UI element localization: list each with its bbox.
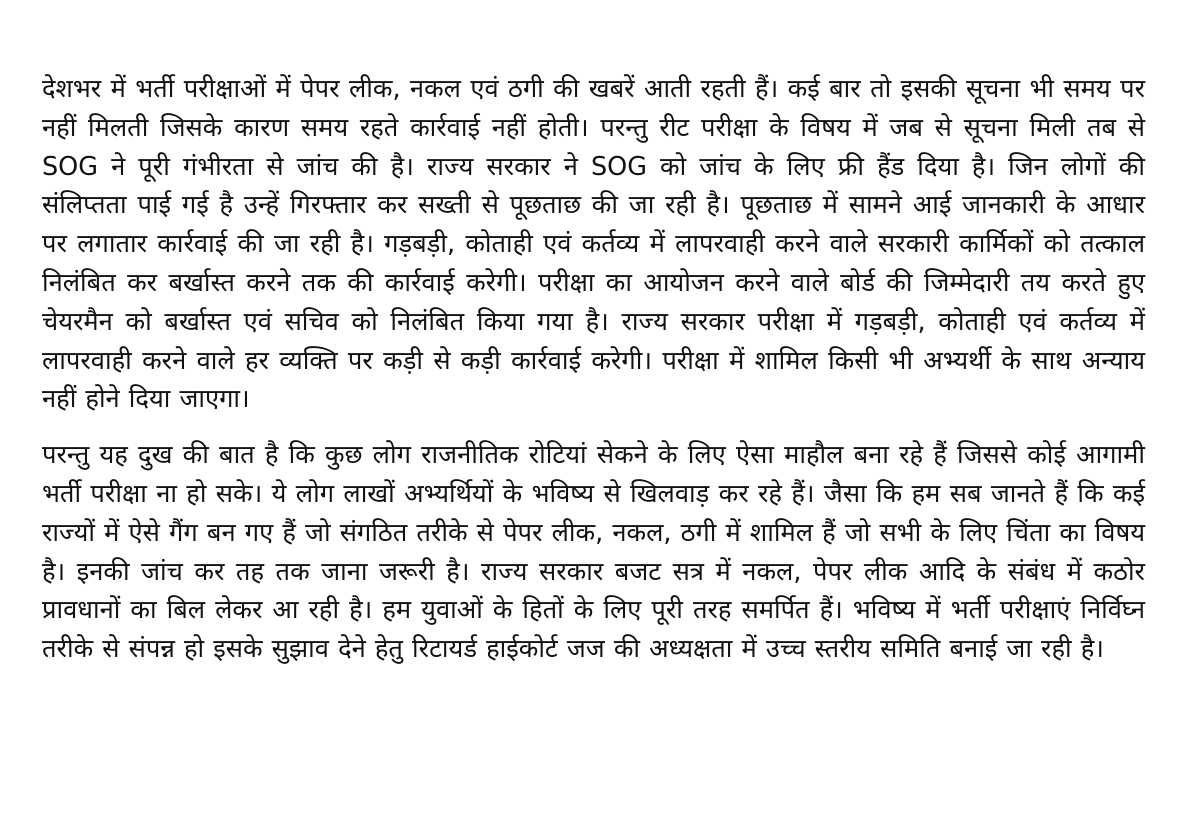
paragraph-political-concerns: परन्तु यह दुख की बात है कि कुछ लोग राजनीतिक रोटियां सेकने के लिए ऐसा माहौल बना रहे हैं जिससे कोई आगामी भर्ती परीक्षा ना हो सके। ये लोग लाखों अभ्यर्थियों के भविष्य से खिलवाड़ कर रहे हैं। जैसा कि हम सब जानते हैं कि कई राज्यों में ऐसे गैंग बन गए हैं जो संगठित तरीके से पेपर लीक, नकल, ठगी में शामिल हैं जो सभी के लिए चिंता का विषय है। इनकी जांच कर तह तक जाना जरूरी है। राज्य सरकार बजट सत्र में नकल, पेपर लीक आदि के संबंध में कठोर प्रावधानों का बिल लेकर आ रही है। हम युवाओं के हितों के लिए पूरी तरह समर्पित हैं। भविष्य में भर्ती परीक्षाएं निर्विघ्न तरीके से संपन्न हो इसके सुझाव देने हेतु रिटायर्ड हाईकोर्ट जज की अध्यक्षता में उच्च स्तरीय समिति बनाई जा रही है।	[42, 440, 1145, 665]
paragraph-exam-irregularities: देशभर में भर्ती परीक्षाओं में पेपर लीक, नकल एवं ठगी की खबरें आती रहती हैं। कई बार तो इसकी सूचना भी समय पर नहीं मिलती जिसके कारण समय रहते कार्रवाई नहीं होती। परन्तु रीट परीक्षा के विषय में जब से सूचना मिली तब से SOG ने पूरी गंभीरता से जांच की है। राज्य सरकार ने SOG को जांच के लिए फ्री हैंड दिया है। जिन लोगों की संलिप्तता पाई गई है उन्हें गिरफ्तार कर सख्ती से पूछताछ की जा रही है। पूछताछ में सामने आई जानकारी के आधार पर लगातार कार्रवाई की जा रही है। गड़बड़ी, कोताही एवं कर्तव्य में लापरवाही करने वाले सरकारी कार्मिकों को तत्काल निलंबित कर बर्खास्त करने तक की कार्रवाई करेगी। परीक्षा का आयोजन करने वाले बोर्ड की जिम्मेदारी तय करते हुए चेयरमैन को बर्खास्त एवं सचिव को निलंबित किया गया है। राज्य सरकार परीक्षा में गड़बड़ी, कोताही एवं कर्तव्य में लापरवाही करने वाले हर व्यक्ति पर कड़ी से कड़ी कार्रवाई करेगी। परीक्षा में शामिल किसी भी अभ्यर्थी के साथ अन्याय नहीं होने दिया जाएगा।	[42, 74, 1145, 415]
